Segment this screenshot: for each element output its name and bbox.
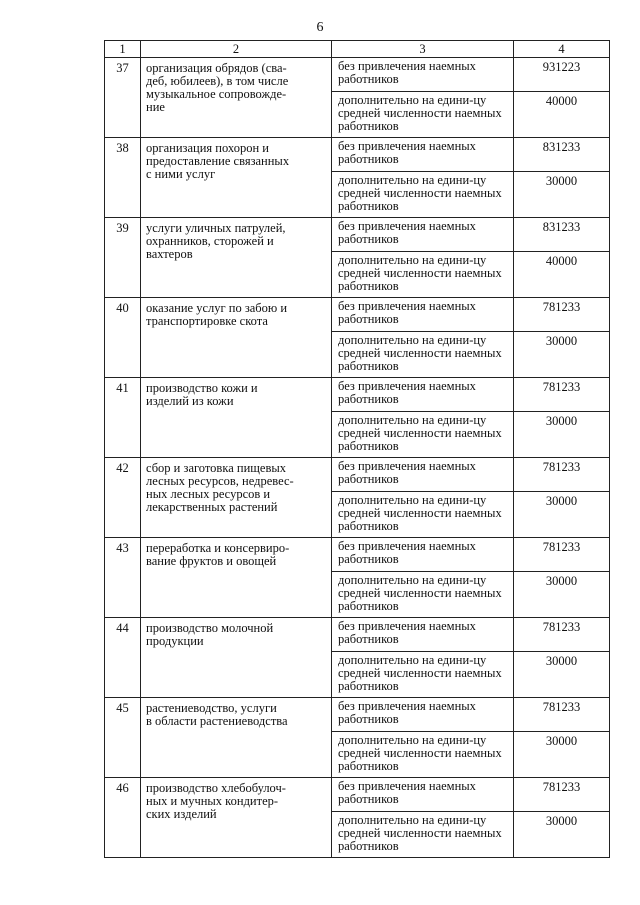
- activity-name: [141, 298, 332, 378]
- value-cell: 781233: [514, 778, 610, 812]
- activity-name-line: организация похорон и: [146, 141, 269, 155]
- activity-name-line: растениеводство, услуги: [146, 701, 277, 715]
- table-row: [105, 298, 610, 332]
- activity-name-line: изделий из кожи: [146, 394, 234, 408]
- page-number: 6: [316, 20, 324, 35]
- activity-name-line: сбор и заготовка пищевых: [146, 461, 286, 475]
- value-cell: 781233: [514, 698, 610, 732]
- value-cell: 40000: [514, 92, 610, 138]
- condition-cell: без привлечения наемных работников: [332, 458, 514, 492]
- activity-name: [141, 458, 332, 538]
- activity-name-line: производство молочной: [146, 621, 274, 635]
- condition-cell: без привлечения наемных работников: [332, 218, 514, 252]
- activity-name-line: ние: [146, 100, 165, 114]
- activity-name: [141, 778, 332, 858]
- activity-name: [141, 218, 332, 298]
- value-cell: 781233: [514, 618, 610, 652]
- condition-cell: без привлечения наемных работников: [332, 138, 514, 172]
- activity-name-line: лесных ресурсов, недревес-: [146, 474, 294, 488]
- activity-name: [141, 618, 332, 698]
- condition-cell: дополнительно на едини-цу средней численности наемных работников: [332, 412, 514, 458]
- value-cell: 30000: [514, 732, 610, 778]
- row-number: 42: [105, 458, 141, 538]
- activity-name-line: продукции: [146, 634, 204, 648]
- activity-name-line: деб, юбилеев), в том числе: [146, 74, 289, 88]
- activity-name-line: вахтеров: [146, 247, 193, 261]
- activity-name-line: ских изделий: [146, 807, 217, 821]
- activity-name-line: вание фруктов и овощей: [146, 554, 277, 568]
- value-cell: 30000: [514, 412, 610, 458]
- table-row: [105, 538, 610, 572]
- column-header: 3: [332, 41, 514, 58]
- table-row: [105, 138, 610, 172]
- row-number: 37: [105, 58, 141, 138]
- activity-name-line: охранников, сторожей и: [146, 234, 274, 248]
- row-number: 43: [105, 538, 141, 618]
- condition-cell: без привлечения наемных работников: [332, 58, 514, 92]
- activity-name-line: производство хлебобулоч-: [146, 781, 286, 795]
- condition-cell: дополнительно на едини-цу средней численности наемных работников: [332, 492, 514, 538]
- value-cell: 781233: [514, 538, 610, 572]
- table-header-row: [105, 41, 610, 58]
- value-cell: 40000: [514, 252, 610, 298]
- row-number: 46: [105, 778, 141, 858]
- condition-cell: дополнительно на едини-цу средней численности наемных работников: [332, 732, 514, 778]
- value-cell: 30000: [514, 812, 610, 858]
- condition-cell: дополнительно на едини-цу средней численности наемных работников: [332, 652, 514, 698]
- activity-name-line: предоставление связанных: [146, 154, 290, 168]
- value-cell: 30000: [514, 172, 610, 218]
- value-cell: 30000: [514, 492, 610, 538]
- activity-name-line: услуги уличных патрулей,: [146, 221, 286, 235]
- column-header: 1: [105, 41, 141, 58]
- row-number: 45: [105, 698, 141, 778]
- value-cell: 931223: [514, 58, 610, 92]
- activity-name-line: ных лесных ресурсов и: [146, 487, 271, 501]
- table-row: [105, 778, 610, 812]
- table-row: [105, 58, 610, 92]
- row-number: 38: [105, 138, 141, 218]
- value-cell: 781233: [514, 298, 610, 332]
- condition-cell: без привлечения наемных работников: [332, 378, 514, 412]
- activity-name-line: транспортировке скота: [146, 314, 268, 328]
- row-number: 39: [105, 218, 141, 298]
- value-cell: 30000: [514, 652, 610, 698]
- row-number: 40: [105, 298, 141, 378]
- value-cell: 781233: [514, 458, 610, 492]
- condition-cell: без привлечения наемных работников: [332, 618, 514, 652]
- column-header: 4: [514, 41, 610, 58]
- column-header: 2: [141, 41, 332, 58]
- activity-name-line: музыкальное сопровожде-: [146, 87, 287, 101]
- activity-name-line: переработка и консервиро-: [146, 541, 290, 555]
- value-cell: 30000: [514, 332, 610, 378]
- activity-name-line: в области растениеводства: [146, 714, 288, 728]
- table-row: [105, 458, 610, 492]
- activity-name-line: оказание услуг по забою и: [146, 301, 288, 315]
- tariff-table: [104, 40, 610, 858]
- table-row: [105, 218, 610, 252]
- activity-name: [141, 378, 332, 458]
- value-cell: 781233: [514, 378, 610, 412]
- condition-cell: без привлечения наемных работников: [332, 538, 514, 572]
- row-number: 44: [105, 618, 141, 698]
- activity-name-line: производство кожи и: [146, 381, 258, 395]
- value-cell: 831233: [514, 218, 610, 252]
- condition-cell: дополнительно на едини-цу средней численности наемных работников: [332, 332, 514, 378]
- value-cell: 831233: [514, 138, 610, 172]
- condition-cell: дополнительно на едини-цу средней численности наемных работников: [332, 812, 514, 858]
- table-row: [105, 698, 610, 732]
- activity-name-line: ных и мучных кондитер-: [146, 794, 279, 808]
- condition-cell: дополнительно на едини-цу средней численности наемных работников: [332, 572, 514, 618]
- condition-cell: дополнительно на едини-цу средней численности наемных работников: [332, 92, 514, 138]
- activity-name-line: с ними услуг: [146, 167, 216, 181]
- value-cell: 30000: [514, 572, 610, 618]
- activity-name-line: организация обрядов (сва-: [146, 61, 287, 75]
- activity-name: [141, 58, 332, 138]
- activity-name: [141, 138, 332, 218]
- condition-cell: без привлечения наемных работников: [332, 698, 514, 732]
- row-number: 41: [105, 378, 141, 458]
- condition-cell: дополнительно на едини-цу средней численности наемных работников: [332, 172, 514, 218]
- activity-name: [141, 538, 332, 618]
- activity-name-line: лекарственных растений: [146, 500, 278, 514]
- condition-cell: без привлечения наемных работников: [332, 298, 514, 332]
- table-row: [105, 378, 610, 412]
- condition-cell: без привлечения наемных работников: [332, 778, 514, 812]
- condition-cell: дополнительно на едини-цу средней численности наемных работников: [332, 252, 514, 298]
- table-row: [105, 618, 610, 652]
- activity-name: [141, 698, 332, 778]
